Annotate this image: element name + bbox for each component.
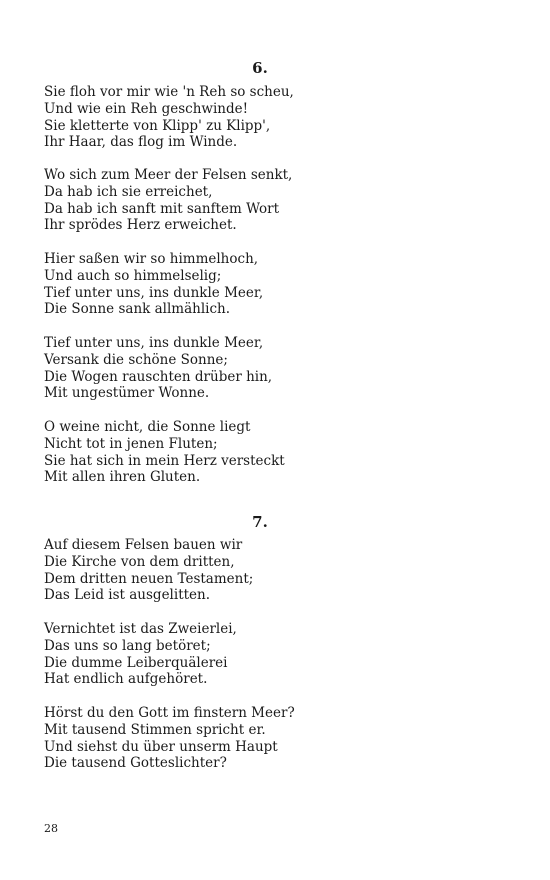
verse-line: Tief unter uns, ins dunkle Meer, xyxy=(44,335,264,351)
verse-line: Die Kirche von dem dritten, xyxy=(44,553,235,570)
verse-line: Das uns so lang betöret; xyxy=(44,637,211,654)
poem-6-stanza-4 xyxy=(44,335,514,402)
verse-line: Da hab ich sie erreichet, xyxy=(44,183,213,200)
verse-line: O weine nicht, die Sonne liegt xyxy=(44,419,251,435)
verse-line: Auf diesem Felsen bauen wir xyxy=(44,537,243,553)
verse-line: Ihr sprödes Herz erweichet. xyxy=(44,217,237,234)
verse-line: Das Leid ist ausgelitten. xyxy=(44,587,211,604)
page-number: 28 xyxy=(44,822,58,835)
verse-line: Sie kletterte von Klipp' zu Klipp', xyxy=(44,117,271,134)
verse-line: Sie hat sich in mein Herz versteckt xyxy=(44,452,285,469)
poem-7-number: 7. xyxy=(252,513,268,531)
verse-line: Und wie ein Reh geschwinde! xyxy=(44,100,249,117)
poem-7-stanza-1 xyxy=(44,537,514,604)
verse-line: Wo sich zum Meer der Felsen senkt, xyxy=(44,167,293,183)
poem-6-stanza-3 xyxy=(44,251,514,318)
verse-line: Die Sonne sank allmählich. xyxy=(44,301,231,318)
poem-7-stanza-2 xyxy=(44,621,514,688)
verse-line: Nicht tot in jenen Fluten; xyxy=(44,435,218,452)
verse-line: Mit tausend Stimmen spricht er. xyxy=(44,721,266,738)
verse-line: Sie floh vor mir wie 'n Reh so scheu, xyxy=(44,84,294,100)
verse-line: Und siehst du über unserm Haupt xyxy=(44,738,278,755)
verse-line: Vernichtet ist das Zweierlei, xyxy=(44,621,237,637)
verse-line: Die Wogen rauschten drüber hin, xyxy=(44,368,273,385)
verse-line: Hat endlich aufgehöret. xyxy=(44,671,208,688)
verse-line: Versank die schöne Sonne; xyxy=(44,351,228,368)
poem-7-stanza-3 xyxy=(44,705,514,772)
poem-6-stanza-1 xyxy=(44,84,514,151)
verse-line: Ihr Haar, das flog im Winde. xyxy=(44,134,238,151)
verse-line: Da hab ich sanft mit sanftem Wort xyxy=(44,200,280,217)
verse-line: Hier saßen wir so himmelhoch, xyxy=(44,251,259,267)
verse-line: Die tausend Gotteslichter? xyxy=(44,755,227,772)
verse-line: Dem dritten neuen Testament; xyxy=(44,570,254,587)
poem-6-stanza-2 xyxy=(44,167,514,234)
poem-6-number: 6. xyxy=(252,59,268,77)
poem-6-stanza-5 xyxy=(44,419,514,486)
verse-line: Und auch so himmelselig; xyxy=(44,267,222,284)
verse-line: Die dumme Leiberquälerei xyxy=(44,654,228,671)
verse-line: Tief unter uns, ins dunkle Meer, xyxy=(44,284,264,301)
verse-line: Mit allen ihren Gluten. xyxy=(44,469,201,486)
verse-line: Hörst du den Gott im finstern Meer? xyxy=(44,705,295,721)
verse-line: Mit ungestümer Wonne. xyxy=(44,385,210,402)
